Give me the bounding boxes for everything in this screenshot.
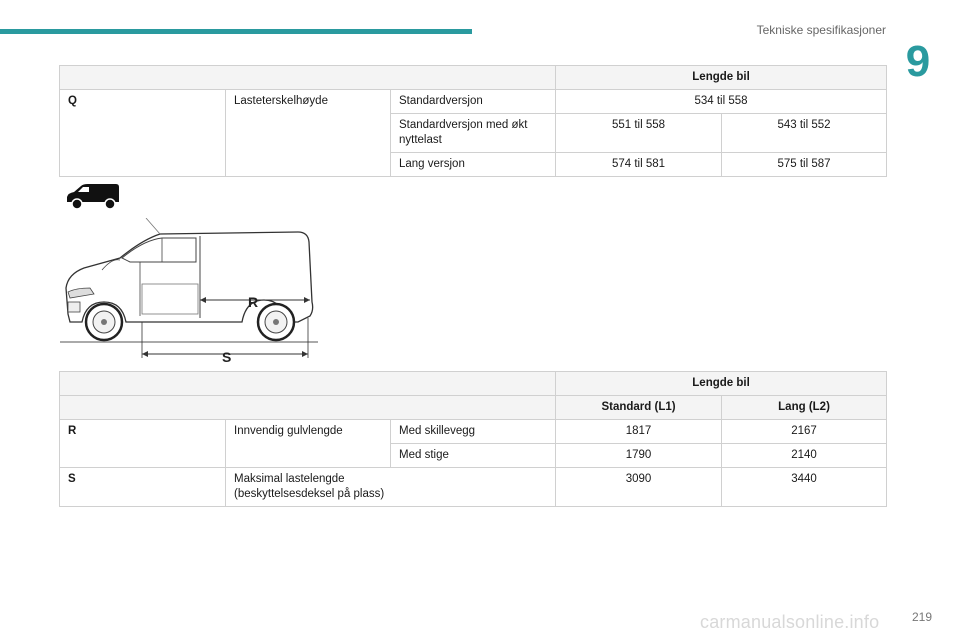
column-header-l2: Lang (L2) <box>722 396 887 420</box>
value-cell: 534 til 558 <box>556 90 887 114</box>
header-accent-bar <box>0 29 472 34</box>
value-cell: 2140 <box>722 444 887 468</box>
van-dimension-diagram <box>60 218 322 368</box>
threshold-height-table <box>59 65 887 177</box>
value-cell: 543 til 552 <box>722 114 887 153</box>
value-cell: 3090 <box>556 468 722 507</box>
table-header-row <box>60 66 887 90</box>
column-group-header: Lengde bil <box>556 372 887 396</box>
value-cell: 551 til 558 <box>556 114 722 153</box>
watermark: carmanualsonline.info <box>700 612 880 632</box>
value-cell: 2167 <box>722 420 887 444</box>
cargo-length-table <box>59 371 887 507</box>
value-cell: 3440 <box>722 468 887 507</box>
version-cell: Standardversjon med økt nyttelast <box>391 114 556 153</box>
dimension-r-label: R <box>248 294 259 310</box>
dimension-label: Maksimal lastelengde (beskyttelsesdeksel på plass) <box>226 468 556 507</box>
dimension-code: S <box>60 468 226 507</box>
value-cell: 1817 <box>556 420 722 444</box>
column-group-header: Lengde bil <box>556 66 887 90</box>
variant-cell: Med stige <box>391 444 556 468</box>
section-title: Tekniske spesifikasjoner <box>756 23 886 37</box>
chapter-number: 9 <box>905 37 931 86</box>
dimension-label: Innvendig gulvlengde <box>226 420 391 468</box>
table-row <box>60 420 887 444</box>
table-row <box>60 468 887 507</box>
version-cell: Standardversjon <box>391 90 556 114</box>
dimension-code: Q <box>60 90 226 177</box>
dimension-s-label: S <box>222 349 232 365</box>
value-cell: 574 til 581 <box>556 153 722 177</box>
column-header-l1: Standard (L1) <box>556 396 722 420</box>
table-header-row <box>60 372 887 396</box>
van-icon <box>64 180 122 212</box>
dimension-label: Lasteterskelhøyde <box>226 90 391 177</box>
variant-cell: Med skillevegg <box>391 420 556 444</box>
table-row <box>60 90 887 114</box>
value-cell: 1790 <box>556 444 722 468</box>
value-cell: 575 til 587 <box>722 153 887 177</box>
table-subheader-row <box>60 396 887 420</box>
dimension-code: R <box>60 420 226 468</box>
version-cell: Lang versjon <box>391 153 556 177</box>
page-number: 219 <box>912 610 933 624</box>
